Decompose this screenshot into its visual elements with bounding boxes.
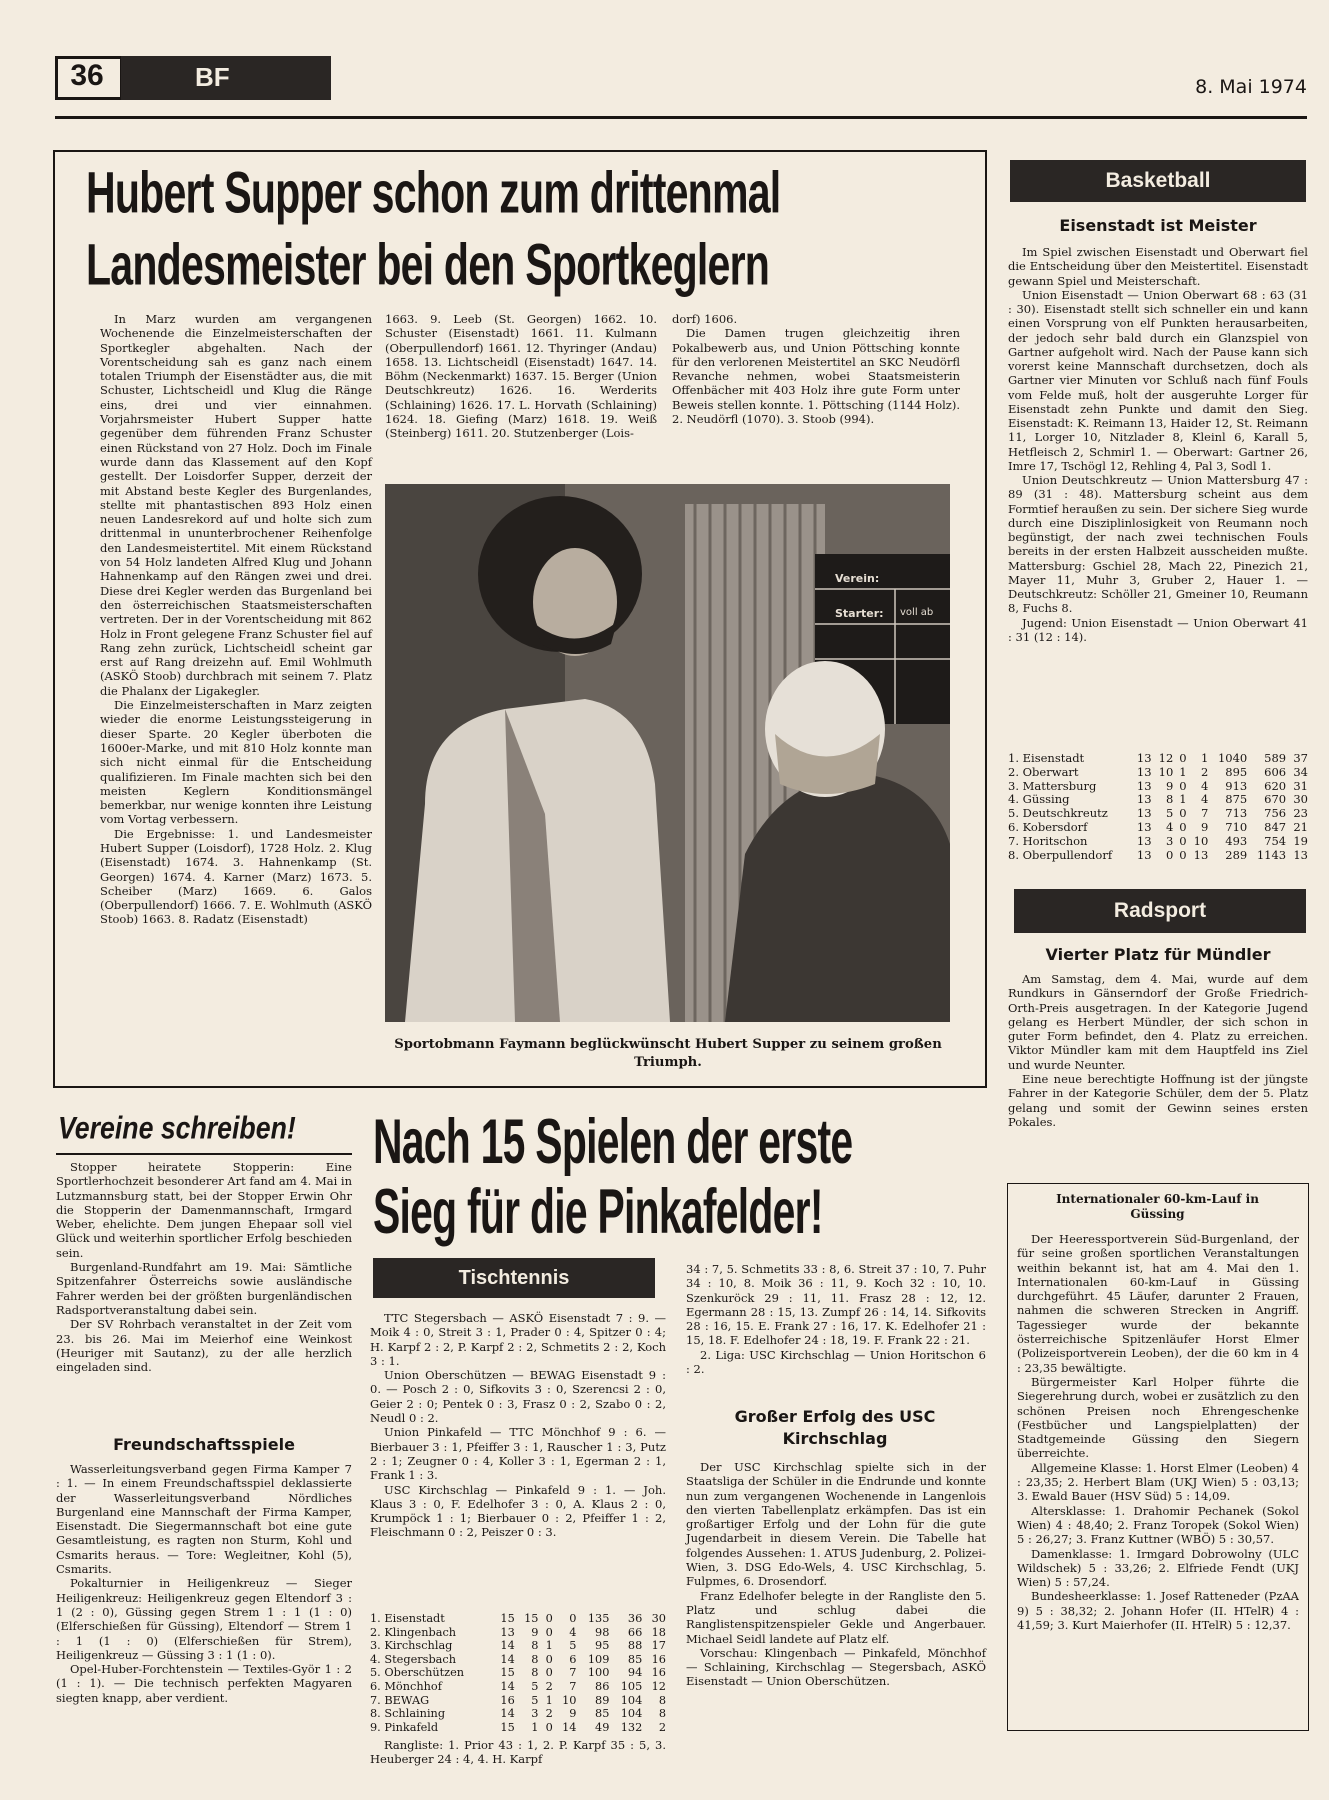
photo-illustration	[385, 484, 950, 1022]
tt-paragraph: 2. Liga: USC Kirchschlag — Union Horitschon 6 : 2.	[686, 1347, 986, 1377]
lead-paragraph: 1663. 9. Leeb (St. Georgen) 1662. 10. Schuster (Eisenstadt) 1661. 11. Kulmann (Oberpullendorf) 1661. 12. Thyringer (Andau) 1658. 13. Lichtscheidl (Eisenstadt) 1647. 14. Böhm (Neckenmarkt) 1637. 15. Berger (Union Deutschkreutz) 1626. 16. Werderits (Schlaining) 1626. 17. L. Horvath (Schlaining) 1624. 18. Giefing (Marz) 1618. 19. Weiß (Steinberg) 1611. 20. Stutzenberger (Lois-	[385, 312, 657, 441]
team-name: 3. Kirchschlag	[370, 1639, 453, 1653]
table-cell: 756	[1264, 806, 1287, 821]
table-cell: 16	[651, 1652, 666, 1666]
table-cell: 9	[1165, 778, 1174, 793]
table-cell: 8	[531, 1652, 539, 1666]
table-cell: 0	[1179, 819, 1187, 834]
table-cell: 12	[1158, 751, 1174, 765]
team-name: 2. Klingenbach	[370, 1625, 457, 1639]
table-cell: 9	[1200, 819, 1209, 834]
table-cell: 100	[587, 1666, 610, 1680]
table-cell: 13	[1136, 806, 1152, 821]
table-cell: 13	[1136, 778, 1152, 793]
table-cell: 66	[627, 1625, 643, 1639]
table-cell: 85	[627, 1652, 643, 1666]
table-cell: 7	[569, 1666, 577, 1680]
table-cell: 135	[587, 1612, 610, 1625]
table-cell: 13	[1293, 847, 1308, 862]
table-cell: 19	[1293, 833, 1308, 848]
table-cell: 88	[627, 1639, 643, 1653]
basketball-paragraph: Im Spiel zwischen Eisenstadt und Oberwart fiel die Entscheidung über den Meistertitel. Eisenstadt gewann Spiel und Meisterschaft.	[1008, 245, 1308, 288]
table-cell: 34	[1293, 764, 1308, 779]
basketball-table	[1008, 752, 1308, 862]
table-cell: 8	[1165, 792, 1174, 807]
table-cell: 94	[627, 1666, 643, 1680]
table-cell: 30	[1293, 792, 1308, 807]
table-cell: 8	[531, 1666, 539, 1680]
kirchschlag-title: Großer Erfolg des USC Kirchschlag	[734, 1407, 936, 1448]
table-row	[370, 1653, 666, 1667]
tt-col-2	[686, 1262, 986, 1376]
table-cell: 13	[1193, 847, 1209, 862]
table-cell: 30	[651, 1612, 666, 1625]
page-header	[55, 54, 1307, 102]
header-rule	[55, 116, 1307, 119]
table-cell: 4	[569, 1625, 577, 1639]
table-cell: 0	[1179, 847, 1187, 862]
table-cell: 2	[658, 1720, 666, 1734]
table-cell: 13	[500, 1625, 515, 1639]
team-name: 3. Mattersburg	[1008, 778, 1097, 793]
table-cell: 23	[1293, 806, 1308, 821]
table-cell: 2	[1200, 764, 1209, 779]
table-cell: 10	[1158, 764, 1174, 779]
table-cell: 847	[1264, 819, 1287, 834]
table-cell: 31	[1293, 778, 1308, 793]
lauf-paragraph: Damenklasse: 1. Irmgard Dobrowolny (ULC Wildschek) 5 : 33,26; 2. Elfriede Fendt (UKJ Wien) 5 : 57,24.	[1017, 1546, 1299, 1590]
table-cell: 3	[531, 1707, 539, 1721]
table-cell: 754	[1264, 833, 1287, 848]
table-cell: 14	[562, 1720, 577, 1734]
table-cell: 12	[651, 1679, 666, 1693]
table-row	[1008, 752, 1308, 766]
table-row	[370, 1666, 666, 1680]
table-cell: 109	[587, 1652, 610, 1666]
table-row	[1008, 793, 1308, 807]
page-date: 8. Mai 1974	[1195, 76, 1307, 98]
basketball-body	[1008, 245, 1308, 644]
table-cell: 875	[1225, 792, 1248, 807]
lead-paragraph: Die Damen trugen gleichzeitig ihren Pokalbewerb aus, und Union Pöttsching konnte für den verlorenen Meistertitel an SKC Neudörfl Revanche nehmen, wobei Staatsmeisterin Offenbächer mit 403 Holz ihre gute Form unter Beweis stellen konnte. 1. Pöttsching (1144 Holz). 2. Neudörfl (1070). 3. Stoob (994).	[672, 326, 960, 427]
table-cell: 5	[531, 1693, 539, 1707]
team-name: 7. BEWAG	[370, 1693, 430, 1707]
table-row	[1008, 780, 1308, 794]
vereine-paragraph: Burgenland-Rundfahrt am 19. Mai: Sämtliche Spitzenfahrer Österreichs sowie ausländische Fahrer werden bei der größten burgenländischen Radsportveranstaltung dabei sein.	[56, 1260, 352, 1317]
table-cell: 2	[545, 1679, 553, 1693]
table-cell: 4	[1200, 778, 1209, 793]
table-cell: 9	[531, 1625, 539, 1639]
table-cell: 8	[658, 1707, 666, 1721]
table-cell: 620	[1264, 778, 1287, 793]
table-cell: 1	[545, 1693, 553, 1707]
table-cell: 606	[1264, 764, 1287, 779]
lead-paragraph: dorf) 1606.	[672, 312, 738, 326]
team-name: 6. Kobersdorf	[1008, 819, 1088, 834]
table-cell: 16	[500, 1693, 515, 1707]
radsport-paragraph: Eine neue berechtigte Hoffnung ist der jüngste Fahrer in der Kategorie Schüler, dem der 5. Platz gelang und somit der Gewinn seines ersten Pokales.	[1008, 1072, 1308, 1129]
table-cell: 6	[569, 1652, 577, 1666]
table-cell: 0	[1179, 833, 1187, 848]
section-label: BF	[195, 62, 230, 92]
table-cell: 1143	[1256, 847, 1287, 862]
radsport-body	[1008, 972, 1308, 1129]
table-cell: 86	[595, 1679, 610, 1693]
tt-headline-line1: Nach 15 Spielen der erste	[373, 1105, 853, 1177]
table-cell: 15	[500, 1612, 515, 1625]
tt-paragraph: 34 : 7, 5. Schmetits 33 : 8, 6. Streit 37 : 10, 7. Puhr 34 : 10, 8. Moik 36 : 11, 9. Koch 32 : 10, 10. Szenkuröck 29 : 11, 11. Frasz 28 : 12, 12. Egermann 28 : 15, 13. Zumpf 26 : 14, 14. Sifkovits 28 : 16, 15. E. Frank 27 : 16, 17. K. Edelhofer 21 : 15, 18. F. Edelhofer 24 : 18, 19. F. Frank 22 : 21.	[686, 1262, 986, 1348]
tt-paragraph: USC Kirchschlag — Pinkafeld 9 : 1. — Joh. Klaus 3 : 0, F. Edelhofer 3 : 0, A. Klaus 2 : 0, Krumpöck 1 : 1; Bierbauer 0 : 2, Pfeiffer 1 : 2, Fleischmann 0 : 2, Peiszer 0 : 3.	[370, 1482, 666, 1540]
table-row	[370, 1694, 666, 1708]
table-cell: 98	[595, 1625, 610, 1639]
tt-rangliste: Rangliste: 1. Prior 43 : 1, 2. P. Karpf 35 : 5, 3. Heuberger 24 : 4, 4. H. Karpf	[370, 1738, 666, 1767]
table-cell: 1040	[1217, 751, 1248, 765]
lauf-paragraph: Allgemeine Klasse: 1. Horst Elmer (Leoben) 4 : 23,35; 2. Herbert Blam (UKJ Wien) 5 : 03,13; 3. Ewald Bauer (HSV Süd) 5 : 14,09.	[1017, 1460, 1299, 1504]
table-cell: 713	[1225, 806, 1248, 821]
tt-paragraph: Union Pinkafeld — TTC Mönchhof 9 : 6. — Bierbauer 3 : 1, Pfeiffer 3 : 1, Rauscher 1 : 3, Putz 2 : 1; Zeugner 0 : 4, Koller 3 : 1, Egerman 2 : 1, Frank 1 : 3.	[370, 1425, 666, 1483]
team-name: 2. Oberwart	[1008, 764, 1079, 779]
team-name: 5. Deutschkreutz	[1008, 806, 1108, 821]
table-cell: 104	[620, 1707, 643, 1721]
lead-col-2	[385, 312, 657, 441]
table-cell: 10	[1193, 833, 1209, 848]
table-cell: 0	[545, 1612, 553, 1625]
table-row	[370, 1626, 666, 1640]
table-cell: 14	[500, 1652, 515, 1666]
kirchschlag-body	[686, 1460, 986, 1689]
photo-sign-starter: Starter:	[835, 607, 884, 620]
team-name: 6. Mönchhof	[370, 1679, 442, 1693]
table-row	[1008, 849, 1308, 863]
table-row	[370, 1707, 666, 1721]
table-cell: 9	[569, 1707, 577, 1721]
team-name: 4. Stegersbach	[370, 1652, 457, 1666]
radsport-bar: Radsport	[1014, 889, 1306, 933]
table-cell: 13	[1136, 833, 1152, 848]
table-cell: 5	[1165, 806, 1174, 821]
lead-photo	[385, 484, 950, 1022]
table-cell: 1	[1179, 764, 1187, 779]
table-cell: 105	[620, 1679, 643, 1693]
tt-paragraph: Union Oberschützen — BEWAG Eisenstadt 9 : 0. — Posch 2 : 0, Sifkovits 3 : 0, Szerencsi 2 : 0, Geier 2 : 0; Pentek 0 : 3, Frasz 0 : 2, Szabo 0 : 2, Neudl 0 : 2.	[370, 1368, 666, 1426]
basketball-paragraph: Jugend: Union Eisenstadt — Union Oberwart 41 : 31 (12 : 14).	[1008, 615, 1308, 644]
vereine-paragraph: Stopper heiratete Stopperin: Eine Sportlerhochzeit besonderer Art fand am 4. Mai in Lutzmannsburg statt, bei der Stopper Erwin Ohr die Stopperin der Damenmannschaft, Irmgard Weber, ehelichte. Dem jungen Ehepaar soll viel Glück und weiterhin sportlicher Erfolg beschieden sein.	[56, 1160, 352, 1260]
table-cell: 15	[500, 1666, 515, 1680]
table-cell: 132	[620, 1720, 643, 1734]
table-cell: 0	[1179, 751, 1187, 765]
tt-paragraph: TTC Stegersbach — ASKÖ Eisenstadt 7 : 9. — Moik 4 : 0, Streit 3 : 1, Prader 0 : 4, Spitzer 0 : 4; H. Karpf 2 : 2, P. Karpf 2 : 2, Schmetits 2 : 2, Koch 3 : 1.	[370, 1311, 666, 1368]
freundschaftsspiele-body	[56, 1462, 352, 1705]
page-number: 36	[70, 59, 104, 92]
table-row	[370, 1639, 666, 1653]
table-cell: 0	[545, 1625, 553, 1639]
basketball-paragraph: Union Eisenstadt — Union Oberwart 68 : 63 (31 : 30). Eisenstadt stellt sich schneller ein und kann einen Vorsprung von elf Punkten herausarbeiten, der jedoch sehr bald durch ein Glanzspiel von Gartner aufgeholt wird. Nach der Pause kann sich vorerst keine Mannschaft durchsetzen, doch als Gartner vier Minuten vor Schluß nach fünf Fouls vom Felde muß, holt der ausgeruhte Lorger für Eisenstadt zehn Punkte und damit den Sieg. Eisenstadt: K. Reimann 13, Haider 12, St. Reimann 11, Lorger 10, Nitzlader 8, Kleinl 6, Karall 5, Hetfleisch 2, Schmirl 1. — Oberwart: Gartner 26, Imre 17, Tschögl 12, Rehling 4, Pal 3, Sodl 1.	[1008, 287, 1308, 473]
table-cell: 2	[545, 1707, 553, 1721]
lauf-paragraph: Der Heeressportverein Süd-Burgenland, der für seine großen sportlichen Veranstaltungen weithin bekannt ist, hat am 4. Mai den 1. Internationalen 60-km-Lauf in Güssing durchgeführt. 45 Läufer, darunter 2 Frauen, nahmen die schweren Strecken in Angriff. Tagessieger wurde der bekannte österreichische Spitzenläufer Horst Elmer (Polizeisportverein Leoben), der die 60 km in 4 : 23,35 bewältigte.	[1017, 1232, 1299, 1375]
tischtennis-bar: Tischtennis	[373, 1258, 655, 1298]
lauf-paragraph: Altersklasse: 1. Drahomir Pechanek (Sokol Wien) 4 : 48,40; 2. Franz Toropek (Sokol Wien) 5 : 26,27; 3. Franz Kuttner (WBÖ) 5 : 30,57.	[1017, 1503, 1299, 1547]
lead-col-1	[100, 312, 372, 927]
table-cell: 7	[1200, 806, 1209, 821]
freundschaftsspiele-title: Freundschaftsspiele	[113, 1435, 295, 1454]
table-cell: 4	[1165, 819, 1174, 834]
freundschaft-paragraph: Pokalturnier in Heiligenkreuz — Sieger Heiligenkreuz: Heiligenkreuz gegen Eltendorf 3 : 1 (2 : 0), Güssing gegen Strem 1 : 1 (1 : 0) (Elferschießen für Güssing), Eltendorf — Strem 1 : 1 (1 : 0) (Elferschießen für Strem), Heiligenkreuz — Güssing 3 : 1 (1 : 0).	[56, 1576, 352, 1662]
lauf-paragraph: Bundesheerklasse: 1. Josef Ratteneder (PzAA 9) 5 : 38,32; 2. Johann Hofer (II. HTelR) 4 : 41,59; 3. Kurt Maierhofer (II. HTelR) 5 : 12,37.	[1017, 1589, 1299, 1633]
table-cell: 0	[545, 1652, 553, 1666]
photo-sign-verein: Verein:	[835, 572, 880, 585]
lead-headline-line1: Hubert Supper schon zum drittenmal	[86, 161, 781, 227]
team-name: 1. Eisenstadt	[1008, 751, 1085, 765]
table-cell: 15	[500, 1720, 515, 1734]
lead-paragraph: Die Ergebnisse: 1. und Landesmeister Hubert Supper (Loisdorf), 1728 Holz. 2. Klug (Eisenstadt) 1674. 3. Hahnenkamp (St. Georgen) 1674. 4. Karner (Marz) 1673. 5. Scheiber (Marz) 1669. 6. Galos (Oberpullendorf) 1666. 7. E. Wohlmuth (ASKÖ Stoob) 1663. 8. Radatz (Eisenstadt)	[100, 826, 372, 927]
table-cell: 37	[1293, 751, 1308, 765]
kirchschlag-paragraph: Vorschau: Klingenbach — Pinkafeld, Mönchhof — Schlaining, Kirchschlag — Stegersbach, ASKÖ Eisenstadt — Union Oberschützen.	[686, 1645, 986, 1689]
table-row	[370, 1721, 666, 1735]
table-row	[1008, 821, 1308, 835]
basketball-paragraph: Union Deutschkreutz — Union Mattersburg 47 : 89 (31 : 48). Mattersburg scheint aus dem Formtief heraußen zu sein. Der sichere Sieg wurde durch eine Disziplinlosigkeit von Reumann noch begünstigt, der nach zwei technischen Fouls bereits in der ersten Halbzeit ausscheiden mußte. Mattersburg: Gschiel 28, Mach 22, Pinezich 21, Mayer 11, Muhr 3, Gruber 2, Hauer 1. — Deutschkreutz: Schöller 21, Gmeiner 10, Reumann 8, Fuchs 8.	[1008, 473, 1308, 616]
table-cell: 104	[620, 1693, 643, 1707]
radsport-title: Vierter Platz für Mündler	[1045, 945, 1271, 964]
team-name: 5. Oberschützen	[370, 1666, 465, 1680]
lead-headline-line2: Landesmeister bei den Sportkeglern	[86, 233, 770, 299]
table-cell: 289	[1225, 847, 1248, 862]
table-cell: 21	[1293, 819, 1308, 834]
table-row	[1008, 766, 1308, 780]
vereine-rule	[56, 1153, 352, 1155]
radsport-paragraph: Am Samstag, dem 4. Mai, wurde auf dem Rundkurs in Gänserndorf der Große Friedrich-Orth-Preis ausgetragen. In der Kategorie Jugend gelang es Herbert Mündler, der sich schon in guter Form befindet, den 4. Platz zu erreichen. Viktor Mündler kam mit dem Hauptfeld ins Ziel und wurde Neunter.	[1008, 972, 1308, 1072]
table-cell: 49	[595, 1720, 610, 1734]
photo-sign-voll: voll ab	[900, 607, 934, 618]
table-cell: 95	[595, 1639, 610, 1653]
table-row	[370, 1612, 666, 1626]
photo-caption: Sportobmann Faymann beglückwünscht Hubert Supper zu seinem großen Triumph.	[394, 1037, 942, 1070]
freundschaft-paragraph: Wasserleitungsverband gegen Firma Kamper 7 : 1. — In einem Freundschaftsspiel deklassierte der Wasserleitungsverband Nördliches Burgenland eine Mannschaft der Firma Kamper, Eisenstadt. Die Siegermannschaft bot eine gute Gesamtleistung, es ragten non Sturm, Kohl und Csmarits heraus. — Tore: Wegleitner, Kohl (5), Csmarits.	[56, 1462, 352, 1577]
table-cell: 18	[651, 1625, 666, 1639]
table-cell: 0	[1165, 847, 1174, 862]
table-cell: 13	[1136, 764, 1152, 779]
table-cell: 16	[651, 1666, 666, 1680]
basketball-title: Eisenstadt ist Meister	[1059, 216, 1257, 235]
vereine-body	[56, 1160, 352, 1374]
table-cell: 0	[569, 1612, 577, 1625]
table-cell: 7	[569, 1679, 577, 1693]
kirchschlag-paragraph: Der USC Kirchschlag spielte sich in der Staatsliga der Schüler in die Endrunde und konnte nun zum vergangenen Wochenende in Langenlois den vierten Tabellenplatz erkämpfen. Das ist ein großartiger Erfolg und der Lohn für die gute Jugendarbeit in diesem Verein. Die Tabelle hat folgendes Aussehen: 1. ATUS Judenburg, 2. Polizei-Wien, 3. DSG Edo-Wels, 4. USC Kirchschlag, 5. Fulpmes, 6. Drosendorf.	[686, 1460, 986, 1589]
table-cell: 710	[1225, 819, 1248, 834]
table-cell: 0	[1179, 778, 1187, 793]
table-cell: 5	[531, 1679, 539, 1693]
table-cell: 17	[651, 1639, 666, 1653]
lauf-title: Internationaler 60-km-Lauf in Güssing	[1056, 1192, 1259, 1221]
lead-paragraph: In Marz wurden am vergangenen Wochenende die Einzelmeisterschaften der Sportkegler abgehalten. Nach der Vorentscheidung sah es ganz nach einem totalen Triumph der Eisenstädter aus, die mit Schuster, Lichtscheidl und Klug die Ränge eins, drei und vier einnahmen. Vorjahrsmeister Hubert Supper hatte gegenüber dem führenden Franz Schuster einen Rückstand von 27 Holz. Doch im Finale wurde dann das Klassement auf den Kopf gestellt. Der Loisdorfer Supper, derzeit der mit Abstand beste Kegler des Burgenlandes, stellte mit phantastischen 893 Holz einen neuen Landesrekord auf und holte sich zum drittenmal in ununterbrochener Reihenfolge den Landesmeistertitel. Mit einem Rückstand von 54 Holz landeten Alfred Klug und Johann Hahnenkamp auf den Rängen zwei und drei. Diese drei Kegler werden das Burgenland bei den österreichischen Staatsmeisterschaften vertreten. Der in der Vorentscheidung mit 862 Holz in Front gelegene Franz Schuster fiel auf Rang zehn zurück, Lichtscheidl scheint gar erst auf Rang dreizehn auf. Emil Wohlmuth (ASKÖ Stoob) durchbrach mit seinem 7. Platz die Phalanx der Ligakegler.	[100, 312, 372, 698]
table-row	[1008, 807, 1308, 821]
table-cell: 4	[1200, 792, 1209, 807]
basketball-bar: Basketball	[1010, 160, 1306, 202]
table-cell: 1	[1200, 751, 1209, 765]
freundschaft-paragraph: Opel-Huber-Forchtenstein — Textiles-Györ 1 : 2 (1 : 1). — Die technisch perfekten Magyaren siegten knapp, aber verdient.	[56, 1662, 352, 1705]
team-name: 9. Pinkafeld	[370, 1720, 439, 1734]
table-cell: 14	[500, 1707, 515, 1721]
table-cell: 1	[545, 1639, 553, 1653]
table-cell: 14	[500, 1639, 515, 1653]
table-cell: 89	[595, 1693, 610, 1707]
table-cell: 5	[569, 1639, 577, 1653]
table-cell: 8	[658, 1693, 666, 1707]
vereine-title: Vereine schreiben!	[58, 1111, 296, 1147]
table-cell: 3	[1165, 833, 1174, 848]
tt-headline-line2: Sieg für die Pinkafelder!	[373, 1175, 823, 1247]
table-cell: 13	[1136, 847, 1152, 862]
table-cell: 8	[531, 1639, 539, 1653]
table-cell: 13	[1136, 792, 1152, 807]
table-cell: 1	[1179, 792, 1187, 807]
team-name: 7. Horitschon	[1008, 833, 1088, 848]
table-cell: 13	[1136, 751, 1152, 765]
tt-table	[370, 1612, 666, 1734]
lauf-paragraph: Bürgermeister Karl Holper führte die Siegerehrung durch, wobei er zusätzlich zu den schönen Preisen noch Ehrengeschenke (Festbücher und Langspielplatten) der Stadtgemeinde Güssing den Siegern überreichte.	[1017, 1374, 1299, 1461]
table-cell: 0	[1179, 806, 1187, 821]
table-cell: 36	[627, 1612, 643, 1625]
team-name: 4. Güssing	[1008, 792, 1070, 807]
table-cell: 15	[524, 1612, 539, 1625]
table-cell: 1	[531, 1720, 539, 1734]
table-cell: 670	[1264, 792, 1287, 807]
table-cell: 10	[562, 1693, 577, 1707]
table-cell: 0	[545, 1720, 553, 1734]
table-row	[1008, 835, 1308, 849]
table-cell: 589	[1264, 751, 1287, 765]
team-name: 8. Oberpullendorf	[1008, 847, 1113, 862]
tt-col-1	[370, 1311, 666, 1540]
lead-col-3	[672, 312, 960, 426]
lauf-body	[1017, 1232, 1299, 1632]
table-cell: 895	[1225, 764, 1248, 779]
table-row	[370, 1680, 666, 1694]
table-cell: 913	[1225, 778, 1248, 793]
team-name: 8. Schlaining	[370, 1707, 446, 1721]
vereine-paragraph: Der SV Rohrbach veranstaltet in der Zeit vom 23. bis 26. Mai im Meierhof eine Weinkost (Heuriger mit Sautanz), zu der alle herzlich eingeladen sind.	[56, 1317, 352, 1375]
table-cell: 0	[545, 1666, 553, 1680]
table-cell: 14	[500, 1679, 515, 1693]
table-cell: 493	[1225, 833, 1248, 848]
team-name: 1. Eisenstadt	[370, 1612, 445, 1625]
kirchschlag-paragraph: Franz Edelhofer belegte in der Rangliste den 5. Platz und schlug dabei die Ranglistenspitzenspieler Gekle und Angerbauer. Michael Seidl landete auf Platz elf.	[686, 1588, 986, 1646]
table-cell: 85	[595, 1707, 610, 1721]
lead-paragraph: Die Einzelmeisterschaften in Marz zeigten wieder die enorme Leistungssteigerung in dieser Sparte. 20 Kegler überboten die 1600er-Marke, und mit 810 Holz konnte man sich nicht einmal für die Entscheidung qualifizieren. Im Finale machten sich bei den meisten Keglern Konditionsmängel bemerkbar, nur wenige konnten ihre Leistung vom Vortag verbessern.	[100, 698, 372, 827]
table-cell: 13	[1136, 819, 1152, 834]
